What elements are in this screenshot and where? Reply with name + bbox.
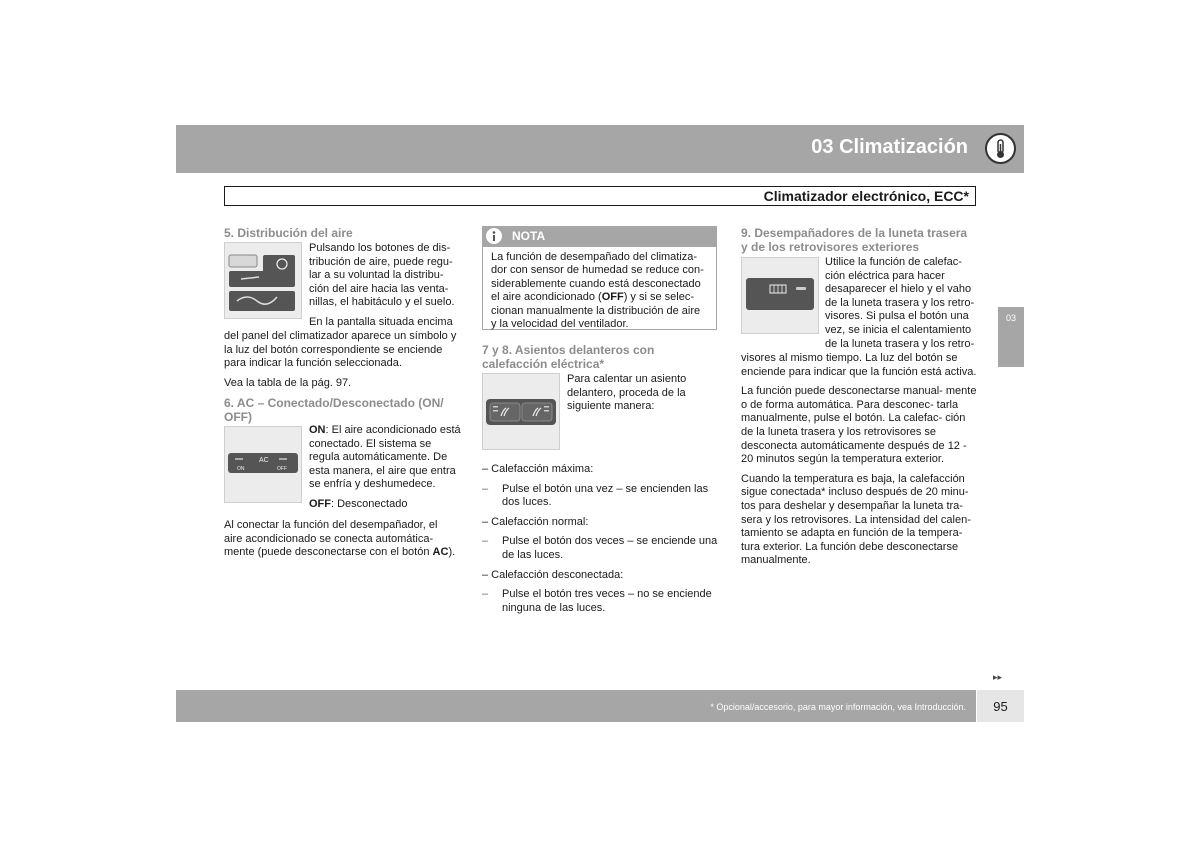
list-item-off-label: – Calefacción desconectada: [482, 568, 624, 581]
table-reference: Vea la tabla de la pág. 97. [224, 376, 352, 389]
panel-ac-label: AC [259, 457, 269, 464]
seat-heating-list [482, 463, 720, 621]
rear-defroster-text [825, 256, 977, 351]
air-distribution-line-5: nillas, el habitáculo y el suelo. [309, 296, 455, 309]
seat-heating-buttons-image [482, 373, 560, 450]
chapter-side-tab [998, 307, 1024, 367]
list-dash: – [482, 535, 489, 548]
ac-off-text: : Desconectado [331, 497, 408, 510]
list-item-off-text: Pulse el botón tres veces – no se enciende ninguna de las luces. [502, 588, 712, 614]
column-1-body [224, 330, 461, 424]
note-text-b: ) y si se selec- cionan manualmente la distribución de aire y la velocidad del ventilador. [491, 291, 701, 331]
air-distribution-line-4: ción del aire hacia las venta- [309, 282, 449, 295]
heading-air-distribution: 5. Distribución del aire [224, 226, 353, 240]
column-3-body [741, 352, 978, 574]
defroster-ac-paragraph [224, 519, 456, 566]
list-item-normal-desc [482, 535, 720, 562]
panel-on-label: ON [237, 466, 245, 472]
list-item-max-label: – Calefacción máxima: [482, 463, 594, 475]
display-text-start: En la pantalla situada encima [309, 315, 453, 328]
list-item-normal-label: – Calefacción normal: [482, 515, 589, 528]
note-title: NOTA [512, 229, 546, 243]
air-distribution-line-2: tribución de aire, puede regu- [309, 255, 453, 268]
list-item-off-desc [482, 588, 720, 615]
rear-defroster-line-4: de la luneta trasera y los retro- [825, 296, 975, 309]
footer-note: * Opcional/accesorio, para mayor información, vea Introducción. [710, 702, 966, 712]
ac-text [309, 424, 461, 518]
thermometer-icon [985, 133, 1016, 164]
ac-button-image [224, 426, 302, 503]
section-header [224, 186, 976, 206]
list-item-max-text: Pulse el botón una vez – se encienden las dos luces. [502, 482, 709, 509]
defroster-ac-text: Al conectar la función del desempañador, el aire acondicionado se conecta automática- mente (puede desconectarse con el botón [224, 519, 438, 559]
ac-on-label: ON [309, 424, 326, 436]
rear-defroster-line-5: visores. Si pulsa el botón una [825, 310, 969, 323]
rear-defroster-line-3: desaparecer el hielo y el vaho [825, 283, 972, 296]
ac-button-bold: AC [432, 546, 449, 559]
page-number: 95 [993, 699, 1008, 714]
ac-off-label: OFF [309, 497, 331, 510]
note-body [482, 246, 717, 330]
ac-on-text: : El aire acondicionado está conectado. El sistema se regula automáticamente. De esta manera, el aire que entra se enfría y deshumedece. [309, 424, 461, 491]
note-bold-off: OFF [601, 291, 624, 304]
defroster-ac-end: ). [448, 546, 456, 559]
list-dash: – [482, 588, 489, 601]
air-distribution-buttons-image [224, 242, 302, 319]
panel-off-label: OFF [277, 466, 287, 472]
rear-defroster-line-1: Utilice la función de calefac- [825, 256, 962, 268]
air-distribution-line-3: lar a su voluntad la distribu- [309, 269, 444, 282]
continue-arrows-icon: ▸▸ [993, 672, 1003, 682]
section-title: Climatizador electrónico, ECC* [763, 188, 969, 204]
rear-defroster-line-6: vez, se inicia el calentamiento [825, 323, 972, 336]
list-item-max-desc [482, 483, 720, 510]
side-tab-label: 03 [1005, 313, 1016, 323]
deactivation-paragraph: La función puede desconectarse manual- mente o de forma automática. Para desconec- tarla manualmente, pulse el botón. La calefac- ción de la luneta trasera y los retrovisores se desconecta automáticamente después de 12 - 20 minutos según la temperatura exterior. [741, 385, 977, 466]
note-text-a: La función de desempañado del climatiza- dor con sensor de humedad se reduce con- siderablemente cuando está desconectado el aire acondicionado ( [491, 251, 704, 304]
list-item-normal-text: Pulse el botón dos veces – se enciende una de las luces. [502, 535, 718, 561]
display-text-rest: del panel del climatizador aparece un símbolo y la luz del botón correspondiente se enciende para indicar la función seleccionada. [224, 330, 457, 370]
heading-rear-defroster: 9. Desempañadores de la luneta trasera y de los retrovisores exteriores [741, 226, 968, 254]
seat-heating-intro: Para calentar un asiento delantero, proceda de la siguiente manera: [567, 373, 687, 413]
rear-defroster-line-7: de la luneta trasera y los retro- [825, 337, 975, 350]
page-number-box [977, 690, 1024, 722]
footer-bar [176, 690, 976, 722]
column-1 [224, 226, 460, 240]
note-header [482, 226, 717, 246]
air-distribution-line-1: Pulsando los botones de dis- [309, 242, 451, 254]
air-distribution-text [309, 242, 461, 330]
heading-ac: 6. AC – Conectado/Desconectado (ON/ OFF) [224, 396, 444, 425]
rear-defroster-button-image [741, 257, 819, 334]
rear-defroster-line-2: ción eléctrica para hacer [825, 269, 945, 282]
rear-defroster-rest: visores al mismo tiempo. La luz del botón se enciende para indicar que la función está activa. [741, 352, 977, 378]
list-dash: – [482, 482, 489, 495]
chapter-title: 03 Climatización [811, 136, 968, 158]
heading-seat-heating: 7 y 8. Asientos delanteros con calefacción eléctrica* [482, 343, 655, 371]
info-icon [486, 228, 502, 244]
low-temperature-paragraph: Cuando la temperatura es baja, la calefacción sigue conectada* incluso después de 20 minu- tos para deshelar y desempañar la luneta tra- sera y los retrovisores. La intensidad del calen- tamiento se adapta en función de la tempera- tura exterior. La función debe desconectarse manualmente. [741, 472, 971, 567]
